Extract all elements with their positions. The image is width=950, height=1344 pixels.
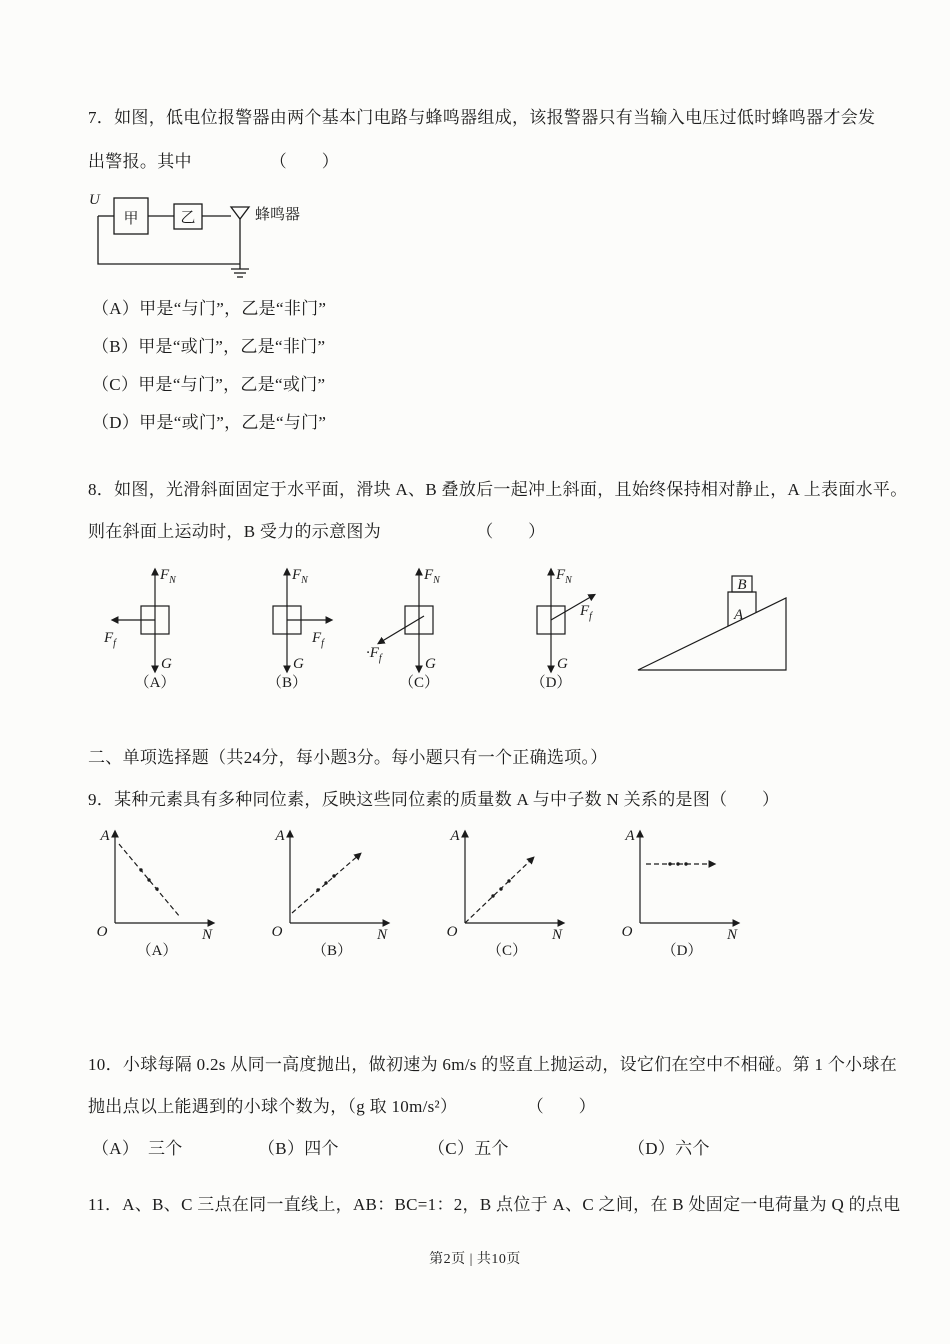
axes — [290, 832, 388, 923]
q9-graph-c — [435, 818, 585, 958]
q8-text-line2: 则在斜面上运动时，B 受力的示意图为 （ ） — [88, 522, 546, 541]
block-a-label: A — [734, 607, 744, 623]
x-axis-label: N — [201, 927, 213, 943]
q11-text-line1: 11．A、B、C 三点在同一直线上，AB：BC=1：2，B 点位于 A、C 之间，在 B 处固定一电荷量为 Q 的点电 — [88, 1195, 901, 1214]
fn-label: $F_N$ — [292, 567, 308, 586]
axes — [640, 832, 738, 923]
x-axis-label: N — [376, 927, 388, 943]
q8-text-line1: 8．如图，光滑斜面固定于水平面，滑块 A、B 叠放后一起冲上斜面，且始终保持相对静止，A 上表面水平。 — [88, 480, 908, 499]
diagram-c-label: （C） — [398, 675, 440, 690]
page-footer: 第2页 | 共10页 — [429, 1252, 521, 1267]
q9-graph-a — [85, 818, 235, 958]
data-dots — [668, 862, 687, 865]
origin-label: O — [96, 924, 108, 940]
q7-option-a: （A）甲是“与门”，乙是“非门” — [92, 299, 327, 318]
ff-label: $F_f$ — [104, 630, 116, 649]
diagram-d-label: （D） — [530, 675, 572, 690]
ff-label: $\cdot F_f$ — [366, 645, 382, 664]
gate-yi-label: 乙 — [180, 210, 196, 226]
incline-shapes — [638, 576, 786, 670]
gate-jia-label: 甲 — [123, 211, 139, 227]
graph-d-label: （D） — [661, 943, 703, 958]
fn-label: $F_N$ — [424, 567, 440, 586]
block-b-label: B — [737, 577, 747, 593]
graph-b-label: （B） — [311, 943, 353, 958]
buzzer-icon — [231, 207, 249, 219]
y-axis-label: A — [275, 828, 285, 844]
q10-option-c: （C）五个 — [428, 1139, 509, 1158]
q9-graph-d — [610, 818, 760, 958]
g-label: G — [557, 656, 568, 672]
q8-force-diagram-c — [364, 552, 476, 690]
circuit-wires — [98, 198, 249, 264]
q10-option-a: （A） 三个 — [92, 1139, 183, 1158]
q8-force-diagram-a — [100, 552, 212, 690]
y-axis-label: A — [100, 828, 110, 844]
q7-options — [92, 294, 326, 433]
circuit-input-u-label: U — [89, 192, 100, 208]
axes — [465, 832, 563, 923]
q7-circuit-figure — [84, 186, 384, 286]
fn-label: $F_N$ — [556, 567, 572, 586]
origin-label: O — [621, 924, 633, 940]
fn-label: $F_N$ — [160, 567, 176, 586]
ff-label: $F_f$ — [580, 603, 592, 622]
diagram-a-label: （A） — [134, 675, 176, 690]
q7-text-line2: 出警报。其中 （ ） — [88, 152, 339, 171]
g-label: G — [161, 656, 172, 672]
q7-option-b: （B）甲是“或门”，乙是“非门” — [92, 337, 326, 356]
q10-option-b: （B）四个 — [258, 1139, 339, 1158]
q7-option-c: （C）甲是“与门”，乙是“或门” — [92, 375, 326, 394]
q8-force-diagram-d — [496, 552, 608, 690]
g-label: G — [425, 656, 436, 672]
q9-graphs-row — [85, 818, 760, 958]
q9-text-line1: 9．某种元素具有多种同位素，反映这些同位素的质量数 A 与中子数 N 关系的是图（ ） — [88, 790, 780, 809]
q8-force-diagram-b — [232, 552, 344, 690]
data-dots — [316, 874, 335, 891]
buzzer-label: 蜂鸣器 — [255, 207, 301, 223]
data-dots — [491, 879, 510, 897]
q8-diagrams-row — [100, 552, 798, 690]
q10-text-line1: 10．小球每隔 0.2s 从同一高度抛出，做初速为 6m/s 的竖直上抛运动，设它们在空中不相碰。第 1 个小球在 — [88, 1055, 898, 1074]
y-axis-label: A — [450, 828, 460, 844]
axes — [115, 832, 213, 923]
q10-option-d: （D）六个 — [628, 1139, 710, 1158]
q7-text-line1: 7．如图，低电位报警器由两个基本门电路与蜂鸣器组成，该报警器只有当输入电压过低时蜂鸣器才会发 — [88, 108, 876, 127]
origin-label: O — [446, 924, 458, 940]
ground-icon — [231, 264, 249, 277]
q10-text-line2: 抛出点以上能遇到的小球个数为，（g 取 10m/s²） （ ） — [88, 1097, 596, 1116]
q9-graph-b — [260, 818, 410, 958]
q8-incline-figure — [628, 572, 798, 682]
q7-option-d: （D）甲是“或门”，乙是“与门” — [92, 413, 327, 432]
graph-c-label: （C） — [486, 943, 528, 958]
x-axis-label: N — [551, 927, 563, 943]
g-label: G — [293, 656, 304, 672]
y-axis-label: A — [625, 828, 635, 844]
graph-a-label: （A） — [136, 943, 178, 958]
section2-header: 二、单项选择题（共24分，每小题3分。每小题只有一个正确选项。） — [88, 748, 608, 767]
origin-label: O — [271, 924, 283, 940]
diagram-b-label: （B） — [266, 675, 308, 690]
x-axis-label: N — [726, 927, 738, 943]
ff-label: $F_f$ — [312, 630, 324, 649]
